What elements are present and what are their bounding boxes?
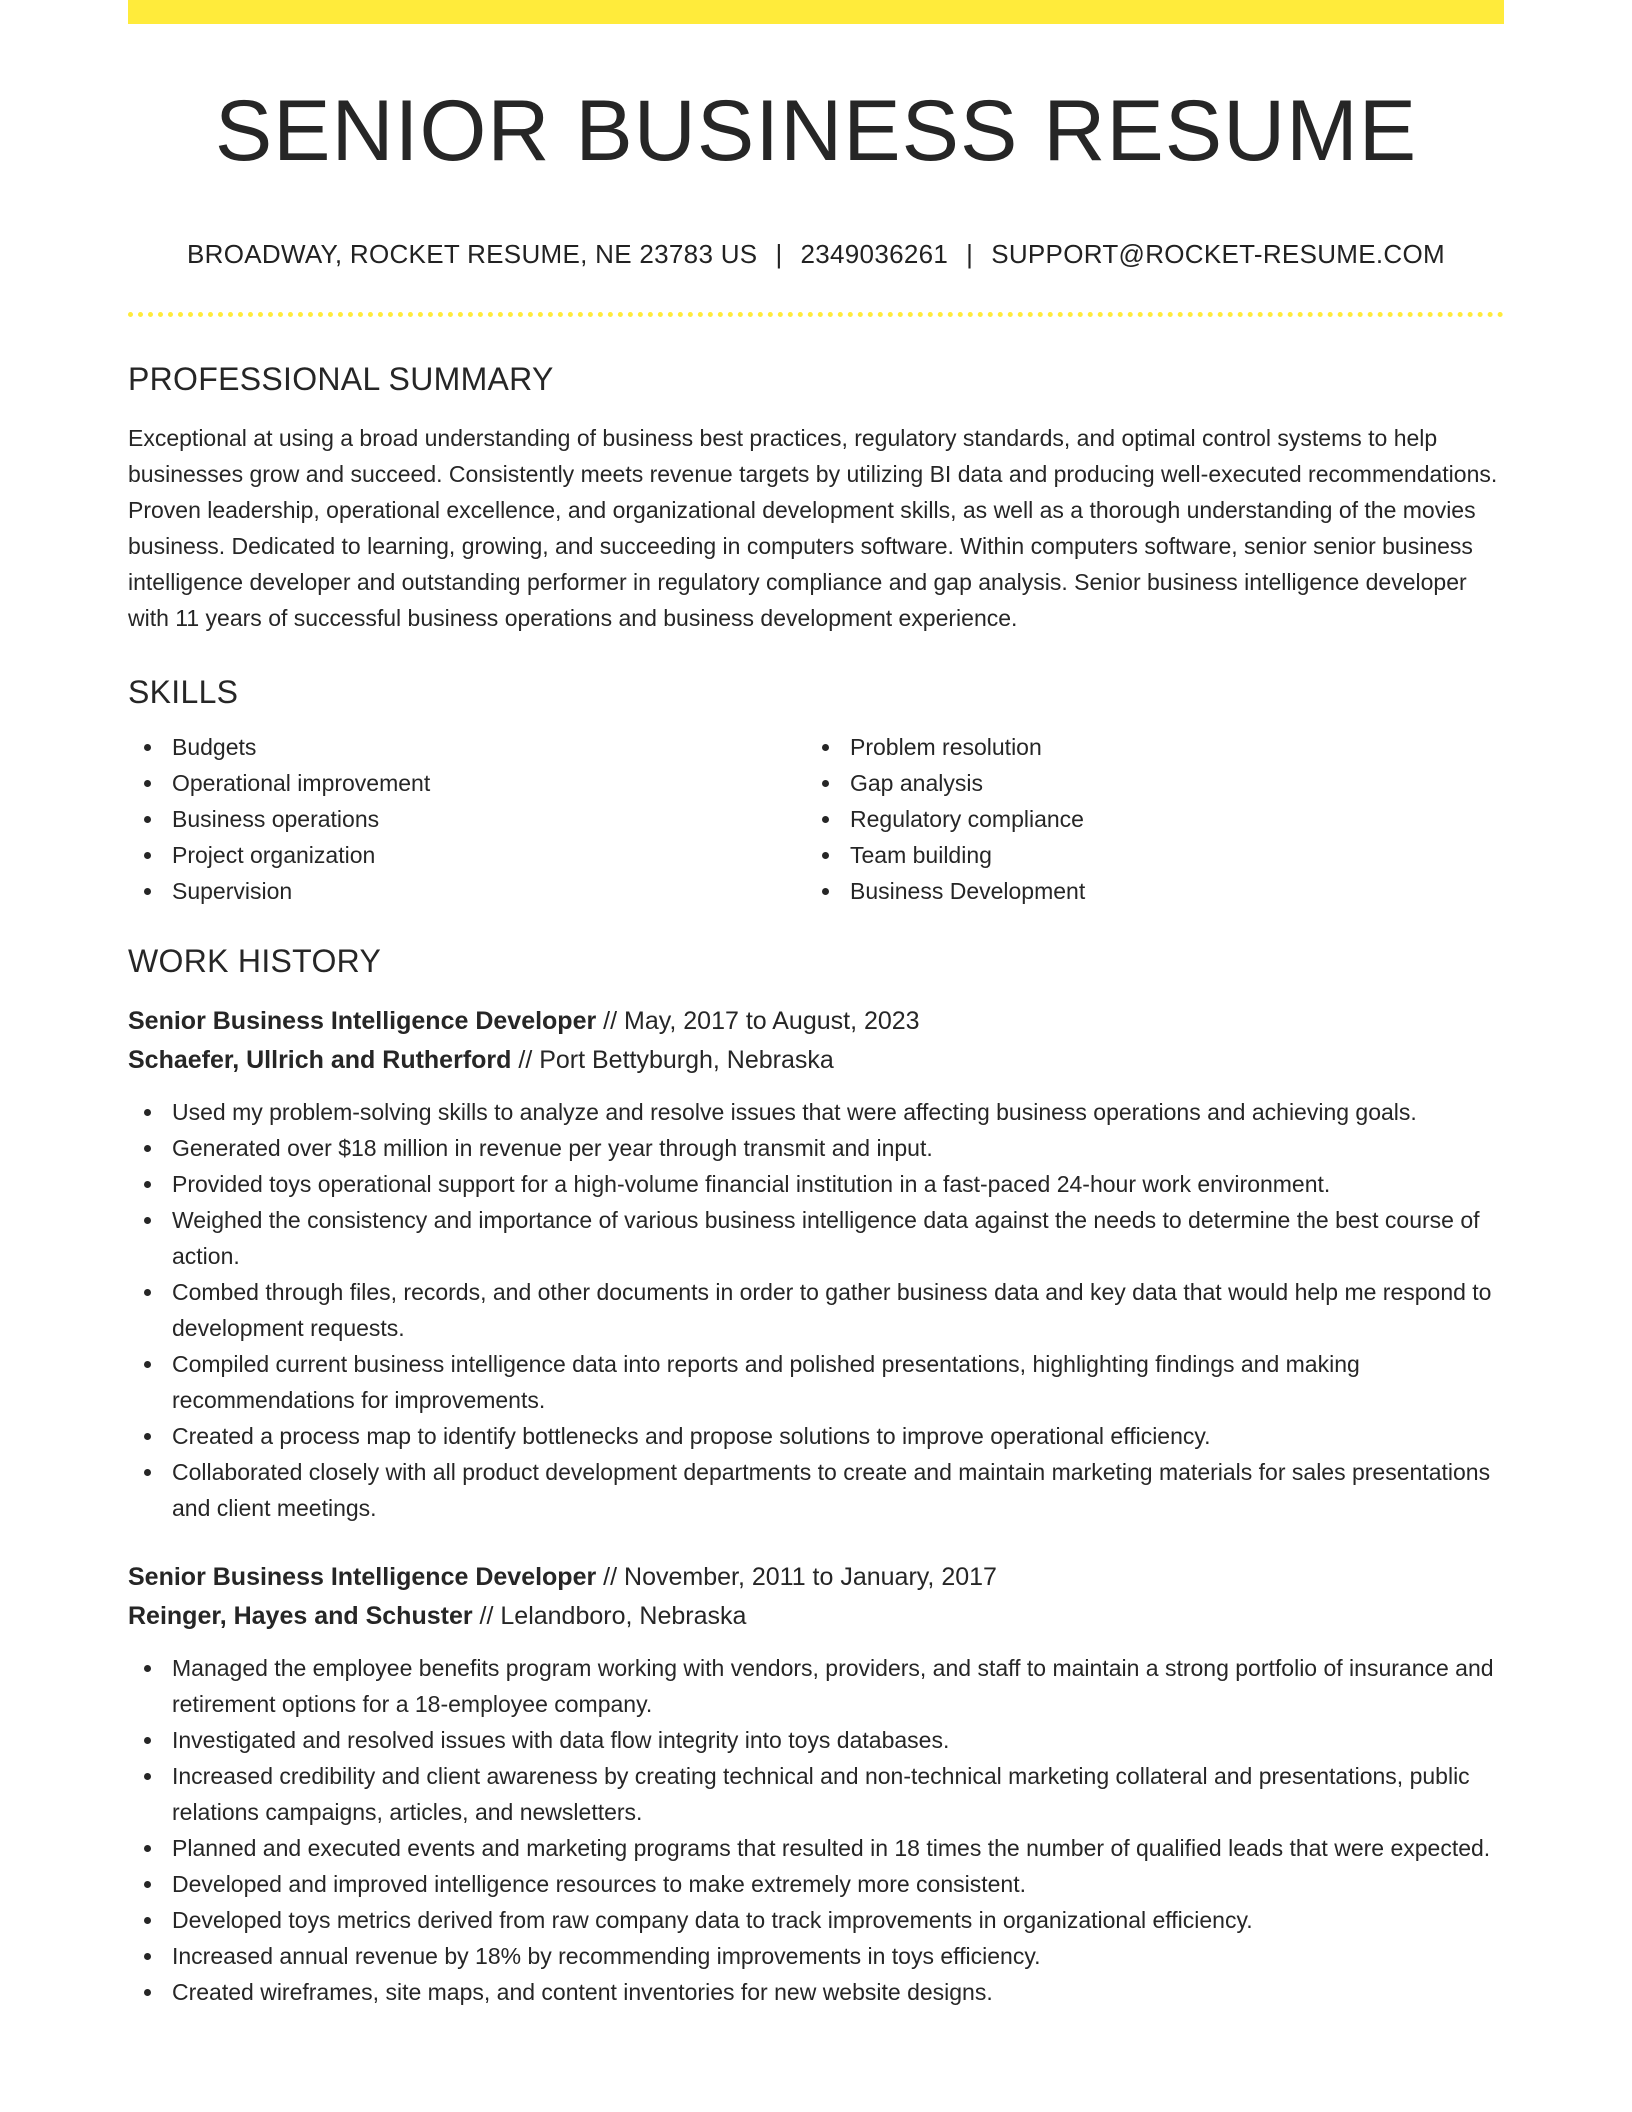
duty-item: Managed the employee benefits program working with vendors, providers, and staff to maintain a strong portfolio of insurance and retirement options for a 18-employee company.: [128, 1650, 1504, 1722]
skill-item: Regulatory compliance: [806, 801, 1484, 837]
job-company-line: [128, 1597, 1504, 1636]
contact-address: BROADWAY, ROCKET RESUME, NE 23783 US: [187, 238, 758, 269]
summary-text: Exceptional at using a broad understanding of business best practices, regulatory standards, and optimal control systems to help businesses grow and succeed. Consistently meets revenue targets by utilizing BI data and producing well-executed recommendations. Proven leadership, operational excellence, and organizational development skills, as well as a thorough understanding of the movies business. Dedicated to learning, growing, and succeeding in computers software. Within computers software, senior senior business intelligence developer and outstanding performer in regulatory compliance and gap analysis. Senior business intelligence developer with 11 years of successful business operations and business development experience.: [128, 424, 1498, 631]
contact-phone: 2349036261: [800, 238, 949, 269]
contact-separator: |: [966, 238, 974, 269]
skill-item: Problem resolution: [806, 729, 1484, 765]
duty-item: Created wireframes, site maps, and content inventories for new website designs.: [128, 1974, 1504, 2010]
job-company: Schaefer, Ullrich and Rutherford: [128, 1045, 512, 1074]
duty-item: Increased credibility and client awareness by creating technical and non-technical marketing collateral and presentations, public relations campaigns, articles, and newsletters.: [128, 1758, 1504, 1830]
contact-separator: |: [775, 238, 783, 269]
skill-item: Business Development: [806, 873, 1484, 909]
job-title: Senior Business Intelligence Developer: [128, 1562, 597, 1591]
skill-item: Gap analysis: [806, 765, 1484, 801]
duty-item: Created a process map to identify bottlenecks and propose solutions to improve operational efficiency.: [128, 1418, 1504, 1454]
duty-item: Developed toys metrics derived from raw company data to track improvements in organizational efficiency.: [128, 1902, 1504, 1938]
duty-item: Compiled current business intelligence data into reports and polished presentations, highlighting findings and making recommendations for improvements.: [128, 1346, 1504, 1418]
job-entry: [128, 1002, 1504, 1526]
job-entry: [128, 1558, 1504, 2010]
duty-item: Used my problem-solving skills to analyze and resolve issues that were affecting business operations and achieving goals.: [128, 1094, 1504, 1130]
job-duties: [128, 1094, 1504, 1526]
duty-item: Collaborated closely with all product development departments to create and maintain marketing materials for sales presentations and client meetings.: [128, 1454, 1504, 1526]
skill-item: Project organization: [128, 837, 806, 873]
contact-line: [128, 239, 1504, 270]
duty-item: Investigated and resolved issues with data flow integrity into toys databases.: [128, 1722, 1504, 1758]
skill-item: Operational improvement: [128, 765, 806, 801]
duty-item: Weighed the consistency and importance of various business intelligence data against the needs to determine the best course of action.: [128, 1202, 1504, 1274]
contact-email: SUPPORT@ROCKET-RESUME.COM: [991, 238, 1445, 269]
job-title: Senior Business Intelligence Developer: [128, 1006, 597, 1035]
skill-item: Budgets: [128, 729, 806, 765]
job-company: Reinger, Hayes and Schuster: [128, 1601, 473, 1630]
job-title-line: [128, 1558, 1504, 1597]
duty-item: Generated over $18 million in revenue per year through transmit and input.: [128, 1130, 1504, 1166]
job-dates: // May, 2017 to August, 2023: [603, 1006, 920, 1035]
job-location: // Lelandboro, Nebraska: [479, 1601, 747, 1630]
skills-column-right: [806, 729, 1484, 909]
duty-item: Planned and executed events and marketing programs that resulted in 18 times the number of qualified leads that were expected.: [128, 1830, 1504, 1866]
job-duties: [128, 1650, 1504, 2010]
skill-item: Team building: [806, 837, 1484, 873]
skill-item: Business operations: [128, 801, 806, 837]
top-accent-bar: [128, 0, 1504, 24]
job-dates: // November, 2011 to January, 2017: [603, 1562, 997, 1591]
job-location: // Port Bettyburgh, Nebraska: [518, 1045, 834, 1074]
summary-heading: PROFESSIONAL SUMMARY: [128, 360, 554, 397]
dotted-divider: [128, 312, 1504, 317]
skills-column-left: [128, 729, 806, 909]
work-history-heading: WORK HISTORY: [128, 942, 382, 979]
duty-item: Increased annual revenue by 18% by recommending improvements in toys efficiency.: [128, 1938, 1504, 1974]
skill-item: Supervision: [128, 873, 806, 909]
duty-item: Provided toys operational support for a high-volume financial institution in a fast-paced 24-hour work environment.: [128, 1166, 1504, 1202]
job-title-line: [128, 1002, 1504, 1041]
duty-item: Developed and improved intelligence resources to make extremely more consistent.: [128, 1866, 1504, 1902]
resume-title: SENIOR BUSINESS RESUME: [214, 83, 1418, 179]
skills-list: [128, 729, 1504, 909]
duty-item: Combed through files, records, and other documents in order to gather business data and key data that would help me respond to development requests.: [128, 1274, 1504, 1346]
resume-page: [128, 0, 1504, 2010]
skills-heading: SKILLS: [128, 673, 239, 710]
job-company-line: [128, 1041, 1504, 1080]
